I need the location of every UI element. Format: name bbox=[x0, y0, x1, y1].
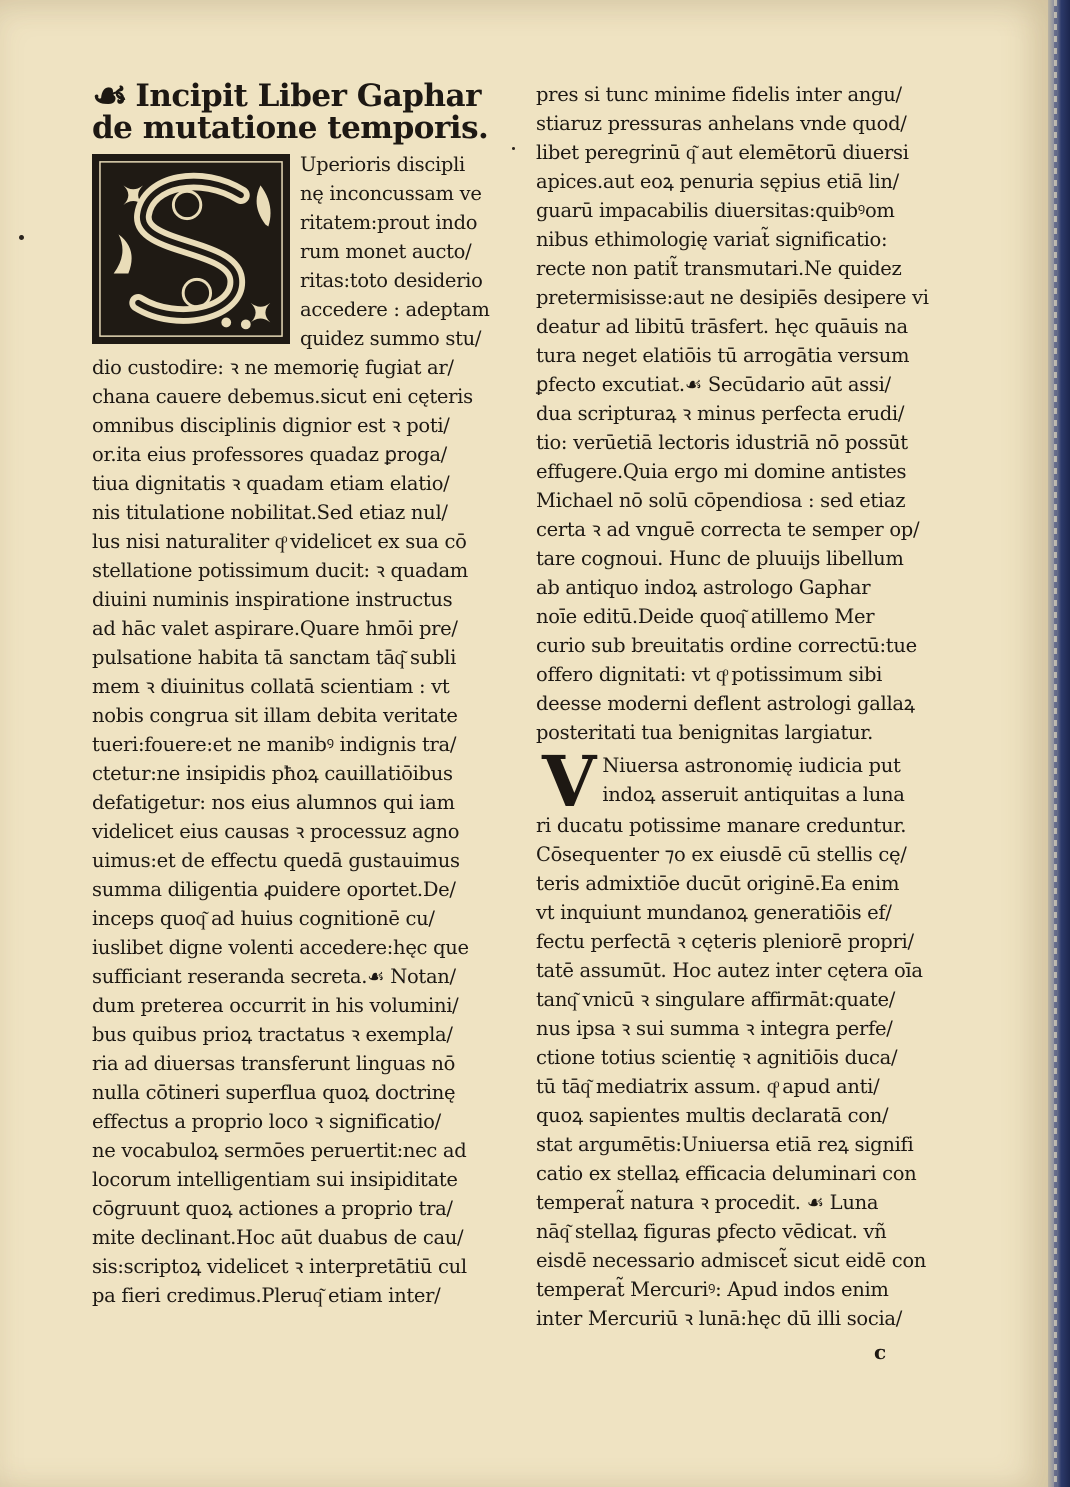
text-line: nę inconcussam ve bbox=[300, 182, 482, 205]
text-line: apices.aut eoꝝ penuria sępius etiā lin/ bbox=[536, 170, 899, 193]
text-line: temperat̃ Mercuriꝰ: Apud indos enim bbox=[536, 1278, 889, 1301]
text-line: certa ꝛ ad vnguē correcta te semper op/ bbox=[536, 518, 920, 541]
left-column bbox=[92, 72, 522, 1310]
text-line: ad hāc valet aspirare.Quare hmōi pre/ bbox=[92, 617, 458, 640]
text-line: accedere : adeptam bbox=[300, 298, 490, 321]
text-line: ritas:toto desiderio bbox=[300, 269, 483, 292]
text-line: effugere.Quia ergo mi domine antistes bbox=[536, 460, 907, 483]
text-line: Uperioris discipli bbox=[300, 153, 465, 176]
text-line: temperat̃ natura ꝛ procedit. ☙ Luna bbox=[536, 1191, 879, 1214]
text-line: nus ipsa ꝛ sui summa ꝛ integra perfe/ bbox=[536, 1017, 893, 1040]
text-line: pa fieri credimus.Pleruq͂ etiam inter/ bbox=[92, 1284, 441, 1307]
title-line-2: de mutatione temporis. bbox=[92, 110, 489, 146]
text-line: deatur ad libitū trāsfert. hęc quāuis na bbox=[536, 315, 908, 338]
text-line: quoꝝ sapientes multis declaratā con/ bbox=[536, 1104, 889, 1127]
text-line: nobis congrua sit illam debita veritate bbox=[92, 704, 458, 727]
text-line: ria ad diuersas transferunt linguas nō bbox=[92, 1052, 456, 1075]
text-line: lus nisi naturaliter qͦ videlicet ex sua cō bbox=[92, 530, 467, 553]
ink-dot bbox=[19, 235, 24, 240]
book-binding-edge bbox=[1048, 0, 1070, 1487]
left-text-block bbox=[92, 353, 522, 1310]
text-line: recte non patit̃ transmutari.Ne quidez bbox=[536, 257, 902, 280]
text-line: ꝑfecto excutiat.☙ Secūdario aūt assi/ bbox=[536, 373, 891, 396]
text-line: noīe editū.Deide quoq͂ atillemo Mer bbox=[536, 605, 875, 628]
text-line: nibus ethimologię variat̃ significatio: bbox=[536, 228, 888, 251]
text-line: effectus a proprio loco ꝛ significatio/ bbox=[92, 1110, 441, 1133]
decorated-initial-icon bbox=[92, 154, 290, 344]
text-line: tura neget elatiōis tū arrogātia versum bbox=[536, 344, 910, 367]
right-column bbox=[536, 80, 964, 1333]
text-line: eisdē necessario admiscet̃ sicut eidē con bbox=[536, 1249, 927, 1272]
text-line: locorum intelligentiam sui insipiditate bbox=[92, 1168, 458, 1191]
text-line: curio sub breuitatis ordine correctū:tue bbox=[536, 634, 917, 657]
text-line: Cōsequenter ⁊o ex eiusdē cū stellis cę/ bbox=[536, 843, 907, 866]
text-line: stiaruz pressuras anhelans vnde quod/ bbox=[536, 112, 907, 135]
text-line: Niuersa astronomię iudicia put bbox=[602, 754, 901, 777]
text-line: deesse moderni deflent astrologi gallaꝝ bbox=[536, 692, 915, 715]
initial-v: V bbox=[542, 740, 597, 823]
text-line: diuini numinis inspiratione instructus bbox=[92, 588, 453, 611]
text-line: ctetur:ne insipidis pħoꝝ cauillatiōibus bbox=[92, 762, 453, 785]
text-line: inter Mercuriū ꝛ lunā:hęc dū illi socia/ bbox=[536, 1307, 903, 1330]
text-line: dum preterea occurrit in his volumini/ bbox=[92, 994, 459, 1017]
text-line: uimus:et de effectu quedā gustauimus bbox=[92, 849, 460, 872]
text-line: guarū impacabilis diuersitas:quibꝰom bbox=[536, 199, 895, 222]
text-line: tanq͂ vnicū ꝛ singulare affirmāt:quate/ bbox=[536, 988, 896, 1011]
text-line: tio: verūetiā lectoris idustriā nō possūt bbox=[536, 431, 908, 454]
text-line: Michael nō solū cōpendiosa : sed etiaz bbox=[536, 489, 906, 512]
text-line: tiua dignitatis ꝛ quadam etiam elatio/ bbox=[92, 472, 450, 495]
text-line: chana cauere debemus.sicut eni cęteris bbox=[92, 385, 473, 408]
text-line: ritatem:prout indo bbox=[300, 211, 478, 234]
text-line: bus quibus prioꝝ tractatus ꝛ exempla/ bbox=[92, 1023, 453, 1046]
text-line: or.ita eius professores quadaz ꝑroga/ bbox=[92, 443, 447, 466]
text-line: ri ducatu potissime manare creduntur. bbox=[536, 814, 907, 837]
text-line: pulsatione habita tā sanctam tāq͂ subli bbox=[92, 646, 457, 669]
text-line: teris admixtiōe ducūt originē.Ea enim bbox=[536, 872, 900, 895]
text-line: libet peregrinū q͂ aut elemētorū diuersi bbox=[536, 141, 909, 164]
text-line: ab antiquo indoꝝ astrologo Gaphar bbox=[536, 576, 871, 599]
text-line: ne vocabuloꝝ sermōes peruertit:nec ad bbox=[92, 1139, 467, 1162]
text-line: cōgruunt quoꝝ actiones a proprio tra/ bbox=[92, 1197, 453, 1220]
text-line: summa diligentia ꝓuidere oportet.De/ bbox=[92, 878, 456, 901]
text-line: ctione totius scientię ꝛ agnitiōis duca/ bbox=[536, 1046, 898, 1069]
title-line-1: ☙ Incipit Liber Gaphar bbox=[92, 72, 481, 119]
text-line: indoꝝ asseruit antiquitas a luna bbox=[602, 783, 905, 806]
text-line: defatigetur: nos eius alumnos qui iam bbox=[92, 791, 455, 814]
text-line: fectu perfectā ꝛ cęteris pleniorē propri/ bbox=[536, 930, 914, 953]
text-line: inceps quoq͂ ad huius cognitionē cu/ bbox=[92, 907, 435, 930]
signature-mark: c bbox=[874, 1340, 887, 1364]
text-line: quidez summo stu/ bbox=[300, 327, 482, 350]
text-line: stat argumētis:Uniuersa etiā reꝝ signifi bbox=[536, 1133, 914, 1156]
text-line: iuslibet digne volenti accedere:hęc que bbox=[92, 936, 469, 959]
text-line: tare cognoui. Hunc de pluuijs libellum bbox=[536, 547, 904, 570]
text-line: rum monet aucto/ bbox=[300, 240, 472, 263]
text-line: mite declinant.Hoc aūt duabus de cau/ bbox=[92, 1226, 464, 1249]
text-line: dua scripturaꝝ ꝛ minus perfecta erudi/ bbox=[536, 402, 905, 425]
paragraph-mark-icon: ☙ bbox=[92, 72, 128, 119]
text-line: catio ex stellaꝝ efficacia deluminari con bbox=[536, 1162, 917, 1185]
text-line: nis titulatione nobilitat.Sed etiaz nul/ bbox=[92, 501, 448, 524]
text-line: dio custodire: ꝛ ne memorię fugiat ar/ bbox=[92, 356, 454, 379]
text-line: nāq͂ stellaꝝ figuras ꝑfecto vēdicat. vñ bbox=[536, 1220, 887, 1243]
text-line: videlicet eius causas ꝛ processuz agno bbox=[92, 820, 460, 843]
text-line: vt inquiunt mundanoꝝ generatiōis ef/ bbox=[536, 901, 892, 924]
text-line: omnibus disciplinis dignior est ꝛ poti/ bbox=[92, 414, 450, 437]
text-line: posteritati tua benignitas largiatur. bbox=[536, 721, 874, 744]
text-line: nulla cōtineri superflua quoꝝ doctrinę bbox=[92, 1081, 456, 1104]
text-line: tatē assumūt. Hoc autez inter cętera oīa bbox=[536, 959, 923, 982]
text-line: pres si tunc minime fidelis inter angu/ bbox=[536, 83, 902, 106]
text-line: mem ꝛ diuinitus collatā scientiam : vt bbox=[92, 675, 450, 698]
woodcut-initial-s bbox=[94, 156, 288, 342]
text-line: offero dignitati: vt qͦ potissimum sibi bbox=[536, 663, 883, 686]
text-line: pretermisisse:aut ne desipiēs desipere vi bbox=[536, 286, 929, 309]
text-line: tueri:fouere:et ne manibꝰ indignis tra/ bbox=[92, 733, 457, 756]
text-line: stellatione potissimum ducit: ꝛ quadam bbox=[92, 559, 468, 582]
text-line: tū tāq͂ mediatrix assum. qͦ apud anti/ bbox=[536, 1075, 880, 1098]
text-line: sis:scriptoꝝ videlicet ꝛ interpretātiū cul bbox=[92, 1255, 467, 1278]
section-v-block bbox=[536, 740, 964, 823]
incipit-title bbox=[92, 72, 522, 146]
text-line: sufficiant reseranda secreta.☙ Notan/ bbox=[92, 965, 456, 988]
